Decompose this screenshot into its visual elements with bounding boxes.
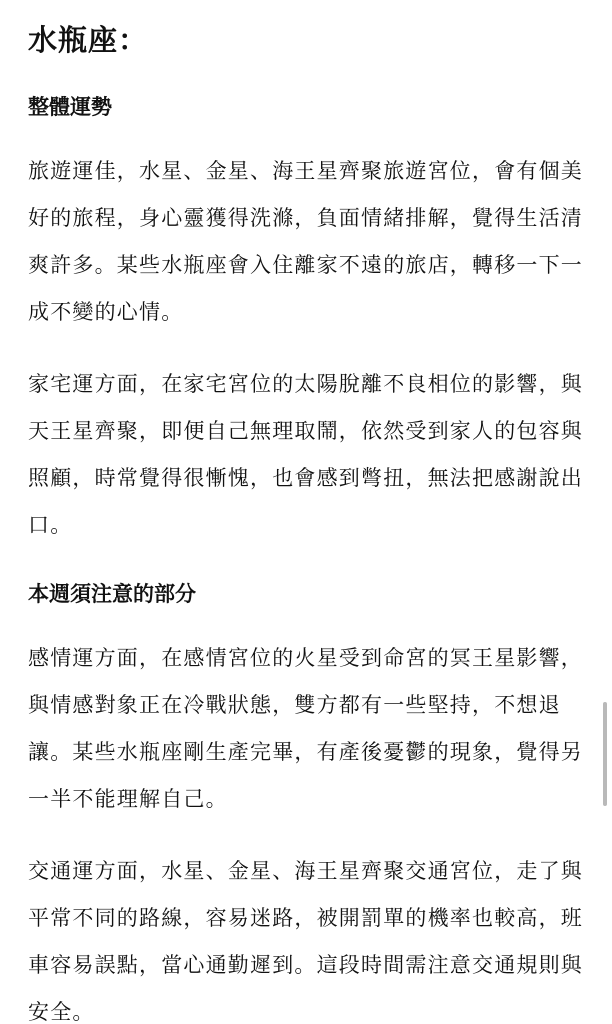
section-heading-caution: 本週須注意的部分 xyxy=(28,582,196,606)
paragraph-travel: 旅遊運佳，水星、金星、海王星齊聚旅遊宮位，會有個美好的旅程，身心靈獲得洗滌，負面情緒排解，覺得生活清爽許多。某些水瓶座會入住離家不遠的旅店，轉移一下一成不變的心情。 xyxy=(28,159,583,324)
section-heading-overall: 整體運勢 xyxy=(28,95,112,119)
paragraph-home: 家宅運方面，在家宅宮位的太陽脫離不良相位的影響，與天王星齊聚，即便自己無理取鬧，依然受到家人的包容與照顧，時常覺得很慚愧，也會感到彆扭，無法把感謝說出口。 xyxy=(28,372,583,537)
scrollbar-thumb[interactable] xyxy=(603,702,607,806)
paragraph-traffic: 交通運方面，水星、金星、海王星齊聚交通宮位，走了與平常不同的路線，容易迷路，被開罰單的機率也較高，班車容易誤點，當心通勤遲到。這段時間需注意交通規則與安全。 xyxy=(28,859,583,1024)
page-title: 水瓶座： xyxy=(28,23,149,57)
paragraph-love: 感情運方面，在感情宮位的火星受到命宮的冥王星影響，與情感對象正在冷戰狀態，雙方都有一些堅持，不想退讓。某些水瓶座剛生產完畢，有產後憂鬱的現象，覺得另一半不能理解自己。 xyxy=(28,646,583,811)
